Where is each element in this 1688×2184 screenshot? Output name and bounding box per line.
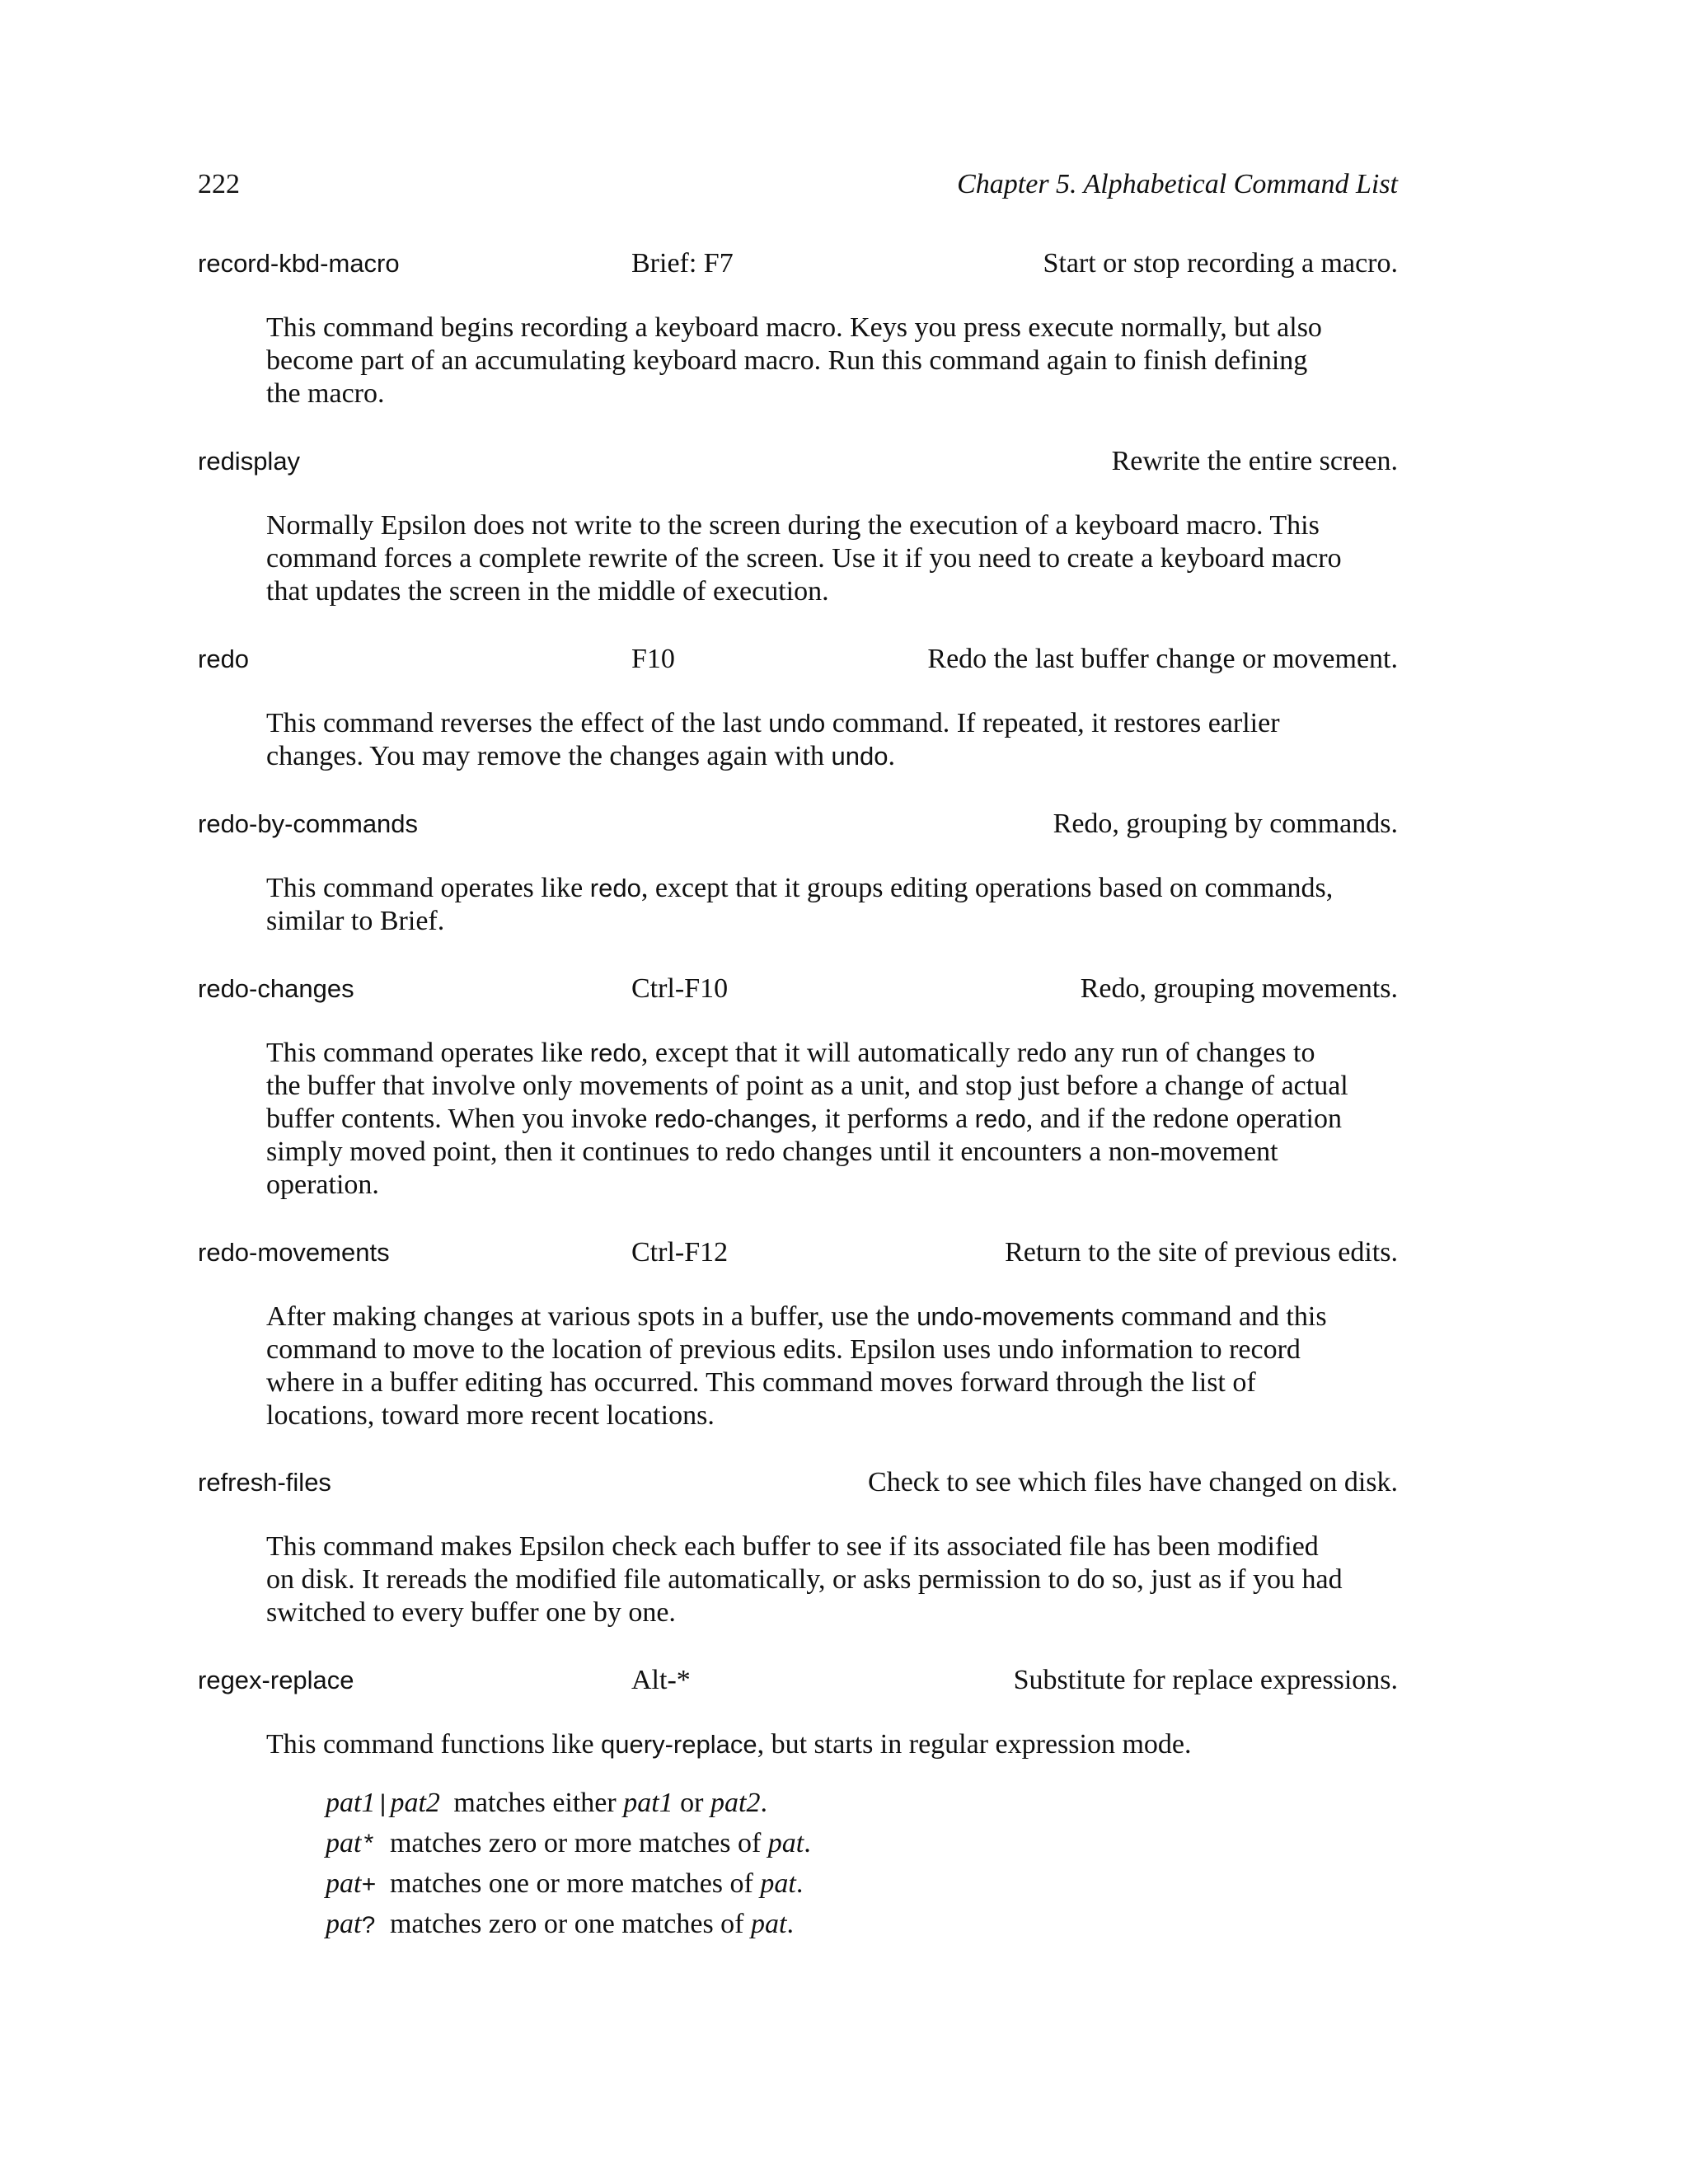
command-summary: Check to see which files have changed on disk. [868, 1467, 1398, 1497]
entry-header [198, 443, 1398, 480]
desc-text: command. If repeated, it restores earlier changes. You may remove the changes again with [266, 708, 1280, 771]
pattern-var: pat [326, 1909, 362, 1939]
regex-item-plus [326, 1865, 1398, 1905]
command-summary: Return to the site of previous edits. [1005, 1237, 1398, 1268]
regex-explanation: . [795, 1868, 804, 1899]
command-ref: redo [974, 1104, 1026, 1133]
regex-syntax-list [326, 1784, 1398, 1946]
regex-operator: * [361, 1832, 377, 1860]
command-name: redo-by-commands [198, 809, 419, 838]
regex-explanation: . [760, 1788, 767, 1818]
command-ref: undo [768, 709, 826, 738]
entry-header [198, 1235, 1398, 1271]
command-description: Normally Epsilon does not write to the screen during the execution of a keyboard macro. This command forces a complete rewrite of the screen. Use it if you need to create a keyboard macro that updates the screen in the middle of execution. [266, 510, 1342, 607]
command-description [266, 1728, 1371, 1761]
pattern-var: pat [326, 1868, 362, 1899]
pattern-var: pat1 [623, 1788, 673, 1818]
regex-operator: ? [361, 1913, 377, 1941]
pattern-var: pat2 [710, 1788, 761, 1818]
desc-text: , but starts in regular expression mode. [757, 1729, 1192, 1760]
command-ref: redo [589, 1038, 641, 1067]
regex-explanation: matches either [446, 1788, 624, 1818]
entry-redo-movements [198, 1235, 1398, 1432]
command-name: record-kbd-macro [198, 249, 400, 278]
command-description [266, 1037, 1371, 1202]
entry-header [198, 1662, 1398, 1699]
pattern-var: pat [767, 1828, 804, 1858]
command-description [266, 1301, 1371, 1432]
entry-header [198, 1465, 1398, 1501]
command-summary: Substitute for replace expressions. [1013, 1665, 1398, 1695]
regex-explanation: . [804, 1828, 811, 1858]
pattern-var: pat [326, 1828, 362, 1858]
entry-refresh-files [198, 1465, 1398, 1629]
entry-redo-by-commands [198, 806, 1398, 938]
command-ref: undo [831, 742, 889, 771]
pattern-var: pat [760, 1868, 796, 1899]
entry-header [198, 806, 1398, 842]
command-name: redisplay [198, 447, 301, 476]
desc-text: , except that it will automatically redo any run of changes to the buffer that involve only movements of point as a unit, and stop just before a change of actual buffer contents. When you invoke [266, 1038, 1348, 1134]
regex-explanation: . [786, 1909, 794, 1939]
key-binding: Ctrl-F12 [631, 1237, 729, 1268]
regex-item-question [326, 1905, 1398, 1946]
command-name: regex-replace [198, 1666, 354, 1694]
command-summary: Redo, grouping movements. [1080, 973, 1398, 1004]
desc-text: command and this command to move to the location of previous edits. Epsilon uses undo information to record where in a buffer editing has occurred. This command moves forward through the list of locations, toward more recent locations. [266, 1301, 1327, 1431]
running-header [198, 166, 1398, 203]
command-ref: undo-movements [917, 1302, 1114, 1331]
command-description [266, 707, 1371, 773]
regex-operator: + [361, 1872, 377, 1900]
desc-text: This command reverses the effect of the last [266, 708, 769, 738]
regex-explanation: matches zero or one matches of [382, 1909, 752, 1939]
desc-text: , except that it groups editing operations based on commands, similar to Brief. [266, 873, 1334, 936]
regex-explanation: matches one or more matches of [382, 1868, 761, 1899]
command-name: redo-movements [198, 1238, 390, 1267]
regex-item-alternation [326, 1784, 1398, 1825]
regex-explanation: or [673, 1788, 710, 1818]
command-summary: Start or stop recording a macro. [1043, 248, 1398, 279]
regex-item-star [326, 1825, 1398, 1865]
entry-header [198, 971, 1398, 1007]
pattern-var: pat2 [390, 1788, 440, 1818]
key-binding: Brief: F7 [631, 248, 734, 279]
desc-text: This command operates like [266, 1038, 590, 1068]
entry-redo-changes [198, 971, 1398, 1202]
key-binding: Alt-* [631, 1665, 691, 1695]
pattern-var: pat1 [326, 1788, 376, 1818]
desc-text: This command operates like [266, 873, 590, 903]
command-summary: Rewrite the entire screen. [1111, 446, 1398, 476]
entry-redo [198, 641, 1398, 773]
entry-redisplay [198, 443, 1398, 608]
command-ref: query-replace [601, 1730, 757, 1759]
key-binding: Ctrl-F10 [631, 973, 729, 1004]
command-description: This command makes Epsilon check each buffer to see if its associated file has been modified on disk. It rereads the modified file automatically, or asks permission to do so, just as if you had switched to every buffer one by one. [266, 1531, 1343, 1628]
command-summary: Redo, grouping by commands. [1053, 808, 1398, 839]
desc-text: , it performs a [810, 1104, 975, 1134]
desc-text: After making changes at various spots in a buffer, use the [266, 1301, 917, 1332]
entry-record-kbd-macro [198, 246, 1398, 410]
desc-text: . [888, 741, 895, 771]
command-description [266, 872, 1371, 938]
command-summary: Redo the last buffer change or movement. [927, 644, 1398, 674]
regex-operator: | [375, 1792, 391, 1820]
key-binding: F10 [631, 644, 675, 674]
chapter-title: Chapter 5. Alphabetical Command List [957, 169, 1398, 199]
desc-text: , and if the redone operation simply moved point, then it continues to redo changes until it encounters a non-movement operation. [266, 1104, 1342, 1200]
command-name: redo [198, 644, 250, 673]
entry-header [198, 246, 1398, 282]
entry-regex-replace [198, 1662, 1398, 1946]
regex-explanation: matches zero or more matches of [382, 1828, 768, 1858]
desc-text: This command functions like [266, 1729, 602, 1760]
command-description: This command begins recording a keyboard macro. Keys you press execute normally, but also become part of an accumulating keyboard macro. Run this command again to finish defining the macro. [266, 312, 1322, 409]
command-ref: redo-changes [654, 1104, 811, 1133]
command-name: redo-changes [198, 974, 354, 1003]
pattern-var: pat [751, 1909, 787, 1939]
command-ref: redo [589, 874, 641, 902]
page-number: 222 [198, 169, 240, 199]
entry-header [198, 641, 1398, 677]
command-name: refresh-files [198, 1468, 331, 1497]
